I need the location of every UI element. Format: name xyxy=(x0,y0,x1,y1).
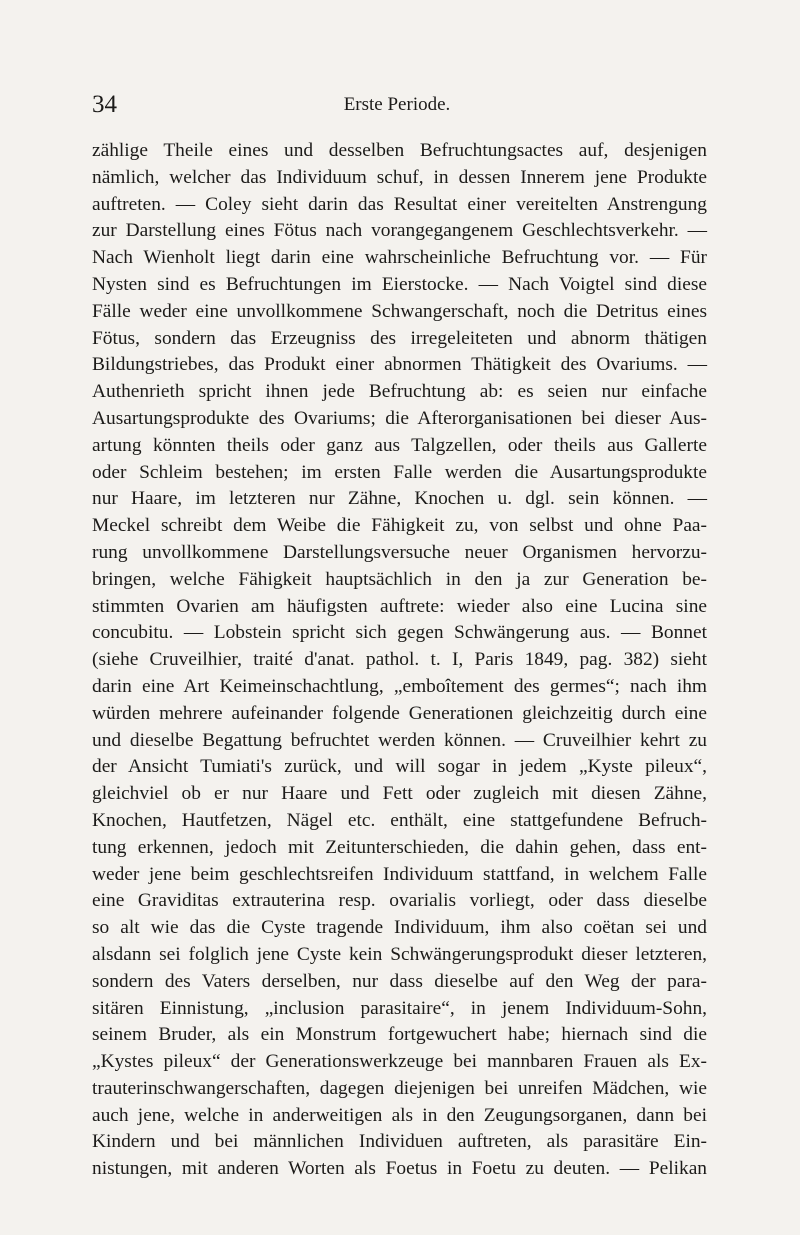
text-line: nämlich, welcher das Individuum schuf, in dessen Innerem jene Produkte xyxy=(92,166,707,188)
page-header xyxy=(92,90,702,120)
text-line: nistungen, mit anderen Worten als Foetus in Foetu zu deuten. — Pelikan xyxy=(92,1158,707,1180)
text-line: oder Schleim bestehen; im ersten Falle werden die Ausartungsprodukte xyxy=(92,461,707,483)
text-line: zählige Theile eines und desselben Befruchtungsactes auf, desjenigen xyxy=(92,140,707,161)
text-line: Fötus, sondern das Erzeugniss des irregeleiteten und abnorm thätigen xyxy=(92,327,707,349)
text-line: stimmten Ovarien am häufigsten auftrete: wieder also eine Lucina sine xyxy=(92,595,707,617)
body-text xyxy=(92,138,707,1183)
text-line: darin eine Art Keimeinschachtlung, „emboîtement des germes“; nach ihm xyxy=(92,675,707,697)
running-head: Erste Periode. xyxy=(343,94,451,115)
text-line: Nach Wienholt liegt darin eine wahrscheinliche Befruchtung vor. — Für xyxy=(92,247,707,269)
text-line: Meckel schreibt dem Weibe die Fähigkeit zu, von selbst und ohne Paa- xyxy=(92,515,707,537)
text-line: sondern des Vaters derselben, nur dass dieselbe auf den Weg der para- xyxy=(92,970,707,992)
text-line: Bildungstriebes, das Produkt einer abnormen Thätigkeit des Ovariums. — xyxy=(92,354,707,376)
text-line: Knochen, Hautfetzen, Nägel etc. enthält, eine stattgefundene Befruch- xyxy=(92,809,707,831)
text-line: Fälle weder eine unvollkommene Schwangerschaft, noch die Detritus eines xyxy=(92,300,707,322)
text-line: bringen, welche Fähigkeit hauptsächlich in den ja zur Generation be- xyxy=(92,568,707,590)
text-line: „Kystes pileux“ der Generationswerkzeuge bei mannbaren Frauen als Ex- xyxy=(92,1051,707,1073)
text-line: weder jene beim geschlechtsreifen Individuum stattfand, in welchem Falle xyxy=(92,863,707,885)
text-line: gleichviel ob er nur Haare und Fett oder zugleich mit diesen Zähne, xyxy=(92,783,707,805)
text-line: Ausartungsprodukte des Ovariums; die Afterorganisationen bei dieser Aus- xyxy=(92,407,707,429)
text-line: Kindern und bei männlichen Individuen auftreten, als parasitäre Ein- xyxy=(92,1131,707,1153)
text-line: rung unvollkommene Darstellungsversuche neuer Organismen hervorzu- xyxy=(92,541,707,563)
text-line: concubitu. — Lobstein spricht sich gegen Schwängerung aus. — Bonnet xyxy=(92,622,707,644)
text-line: nur Haare, im letzteren nur Zähne, Knochen u. dgl. sein können. — xyxy=(92,488,707,510)
text-line: (siehe Cruveilhier, traité d'anat. pathol. t. I, Paris 1849, pag. 382) sieht xyxy=(92,649,707,671)
text-line: auftreten. — Coley sieht darin das Resultat einer vereitelten Anstrengung xyxy=(92,193,707,215)
text-line: würden mehrere aufeinander folgende Generationen gleichzeitig durch eine xyxy=(92,702,707,724)
text-line: so alt wie das die Cyste tragende Individuum, ihm also coëtan sei und xyxy=(92,917,707,939)
text-line: auch jene, welche in anderweitigen als in den Zeugungsorganen, dann bei xyxy=(92,1104,707,1126)
text-line: sitären Einnistung, „inclusion parasitaire“, in jenem Individuum-Sohn, xyxy=(92,997,707,1019)
text-line: alsdann sei folglich jene Cyste kein Schwängerungsprodukt dieser letzteren, xyxy=(92,943,707,965)
text-line: artung könnten theils oder ganz aus Talgzellen, oder theils aus Gallerte xyxy=(92,434,707,456)
page-number: 34 xyxy=(92,91,117,118)
text-line: und dieselbe Begattung befruchtet werden können. — Cruveilhier kehrt zu xyxy=(92,729,707,751)
text-line: der Ansicht Tumiati's zurück, und will sogar in jedem „Kyste pileux“, xyxy=(92,756,707,778)
text-line: zur Darstellung eines Fötus nach vorangegangenem Geschlechtsverkehr. — xyxy=(92,220,707,242)
text-line: eine Graviditas extrauterina resp. ovarialis vorliegt, oder dass dieselbe xyxy=(92,890,707,912)
text-line: seinem Bruder, als ein Monstrum fortgewuchert habe; hiernach sind die xyxy=(92,1024,707,1046)
text-line: Authenrieth spricht ihnen jede Befruchtung ab: es seien nur einfache xyxy=(92,381,707,403)
text-line: tung erkennen, jedoch mit Zeitunterschieden, die dahin gehen, dass ent- xyxy=(92,836,707,858)
text-line: Nysten sind es Befruchtungen im Eierstocke. — Nach Voigtel sind diese xyxy=(92,273,707,295)
text-line: trauterinschwangerschaften, dagegen diejenigen bei unreifen Mädchen, wie xyxy=(92,1077,707,1099)
